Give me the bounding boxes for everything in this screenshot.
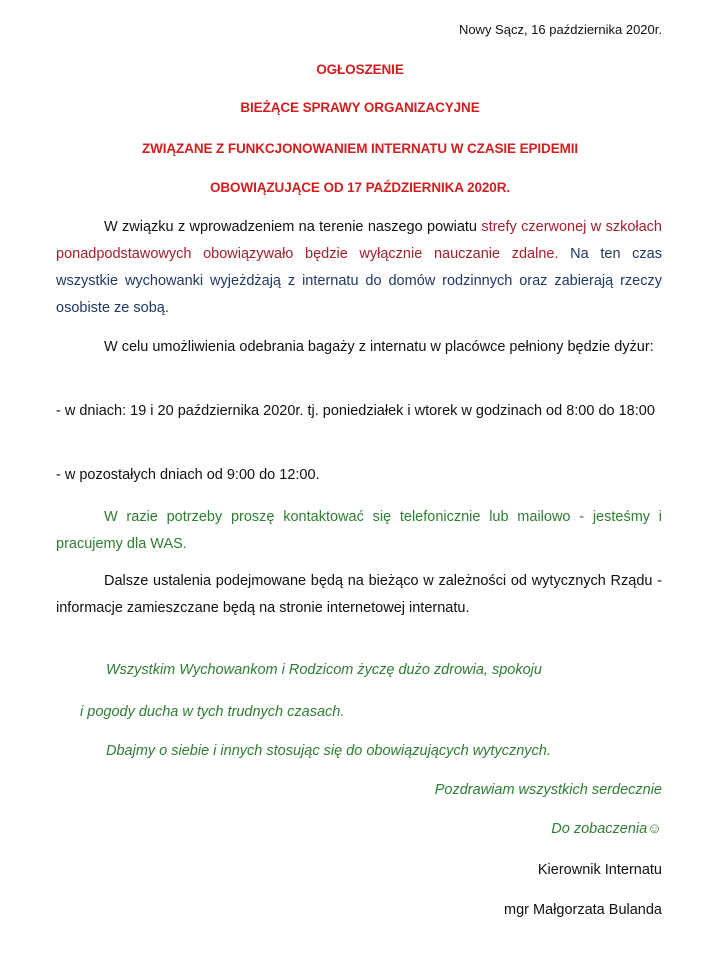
heading-context: ZWIĄZANE Z FUNKCJONOWANIEM INTERNATU W CZASIE EPIDEMII bbox=[141, 141, 579, 156]
paragraph-intro-text: W związku z wprowadzeniem na terenie naszego powiatu bbox=[104, 219, 482, 235]
heading-effective-date: OBOWIĄZUJĄCE OD 17 PAŹDZIERNIKA 2020R. bbox=[210, 180, 510, 195]
signature-name: mgr Małgorzata Bulanda bbox=[504, 902, 662, 918]
duty-schedule-item-2: - w pozostałych dniach od 9:00 do 12:00. bbox=[56, 467, 320, 483]
paragraph-further-info: Dalsze ustalenia podejmowane będą na bieżąco w zależności od wytycznych Rządu - informacje zamieszczane będą na stronie internetowej internatu. bbox=[56, 573, 662, 616]
heading-subject: BIEŻĄCE SPRAWY ORGANIZACYJNE bbox=[240, 100, 480, 115]
farewell-line: Do zobaczenia☺ bbox=[551, 821, 662, 837]
paragraph-contact: W razie potrzeby proszę kontaktować się telefonicznie lub mailowo - jesteśmy i pracujemy dla WAS. bbox=[56, 509, 662, 552]
paragraph-duty: W celu umożliwienia odebrania bagaży z internatu w placówce pełniony będzie dyżur: bbox=[104, 339, 654, 355]
wishes-line-3: Dbajmy o siebie i innych stosując się do obowiązujących wytycznych. bbox=[106, 743, 551, 759]
paragraph-intro bbox=[56, 214, 662, 322]
wishes-line-1: Wszystkim Wychowankom i Rodzicom życzę dużo zdrowia, spokoju bbox=[106, 662, 542, 678]
date-line: Nowy Sącz, 16 października 2020r. bbox=[458, 22, 662, 37]
red-zone-notice: strefy czerwonej w szkołach ponadpodstawowych obowiązywało będzie wyłącznie nauczanie zdalne. bbox=[56, 219, 662, 262]
heading-announcement: OGŁOSZENIE bbox=[316, 62, 404, 77]
departure-notice: Na ten czas wszystkie wychowanki wyjeżdżają z internatu do domów rodzinnych oraz zabierają rzeczy osobiste ze sobą. bbox=[56, 246, 662, 316]
greeting-line: Pozdrawiam wszystkich serdecznie bbox=[434, 782, 662, 798]
duty-schedule-item-1: - w dniach: 19 i 20 października 2020r. tj. poniedziałek i wtorek w godzinach od 8:00 do 18:00 bbox=[56, 403, 655, 419]
signature-title: Kierownik Internatu bbox=[537, 862, 662, 878]
wishes-line-2: i pogody ducha w tych trudnych czasach. bbox=[80, 704, 345, 720]
